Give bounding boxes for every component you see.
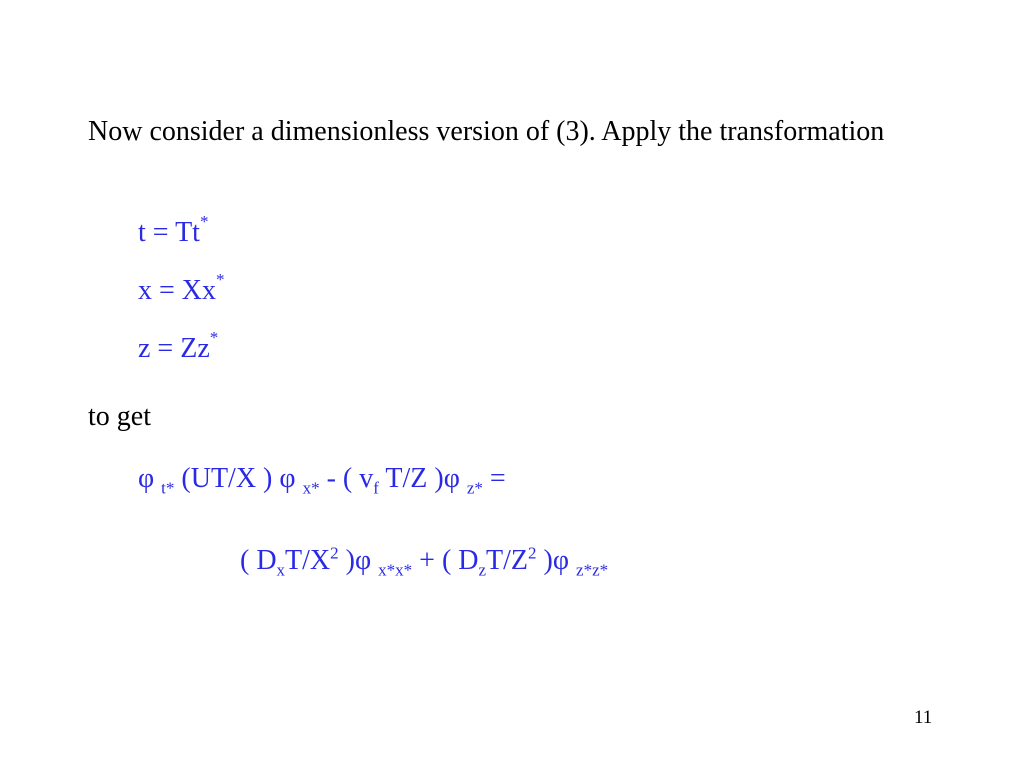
page-number: 11	[914, 707, 933, 728]
subscript-xx-star: x*x*	[378, 560, 413, 580]
transformation-t-text: t = Tt	[138, 217, 200, 248]
diffusion-z-open: + ( D	[412, 545, 479, 576]
transformation-t	[138, 211, 209, 250]
diffusion-x-ratio: T/X	[285, 545, 331, 576]
diffusion-z-close: )	[536, 545, 553, 576]
subscript-dx: x	[276, 560, 286, 580]
equals-sign: =	[482, 463, 506, 494]
settling-term-open: - ( v	[319, 463, 374, 494]
transformation-x	[138, 269, 225, 308]
formula-line-2	[240, 544, 608, 578]
subscript-x-star: x*	[302, 478, 320, 498]
phi-symbol: φ	[552, 545, 570, 576]
formula-line-1	[138, 462, 506, 496]
transformation-x-star: *	[216, 269, 225, 289]
settling-coefficient: T/Z )	[378, 463, 444, 494]
subscript-z-star: z*	[466, 478, 483, 498]
transformation-z	[138, 327, 219, 366]
subscript-f: f	[373, 478, 379, 498]
phi-symbol: φ	[138, 463, 155, 494]
phi-symbol: φ	[279, 463, 296, 494]
intro-paragraph: Now consider a dimensionless version of (3). Apply the transformation	[88, 116, 885, 147]
advection-coefficient: (UT/X )	[174, 463, 280, 494]
phi-symbol: φ	[354, 545, 372, 576]
transformation-x-text: x = Xx	[138, 275, 217, 306]
superscript-2: 2	[330, 543, 339, 563]
diffusion-z-ratio: T/Z	[486, 545, 529, 576]
subscript-zz-star: z*z*	[576, 560, 609, 580]
subscript-dz: z	[478, 560, 487, 580]
diffusion-x-close: )	[338, 545, 355, 576]
superscript-2: 2	[528, 543, 537, 563]
diffusion-x-open: ( D	[240, 545, 277, 576]
transformation-z-star: *	[209, 327, 219, 347]
connector-text: to get	[88, 401, 151, 432]
transformation-z-text: z = Zz	[138, 333, 210, 364]
phi-symbol: φ	[443, 463, 460, 494]
subscript-t-star: t*	[161, 478, 175, 498]
transformation-t-star: *	[199, 211, 209, 231]
